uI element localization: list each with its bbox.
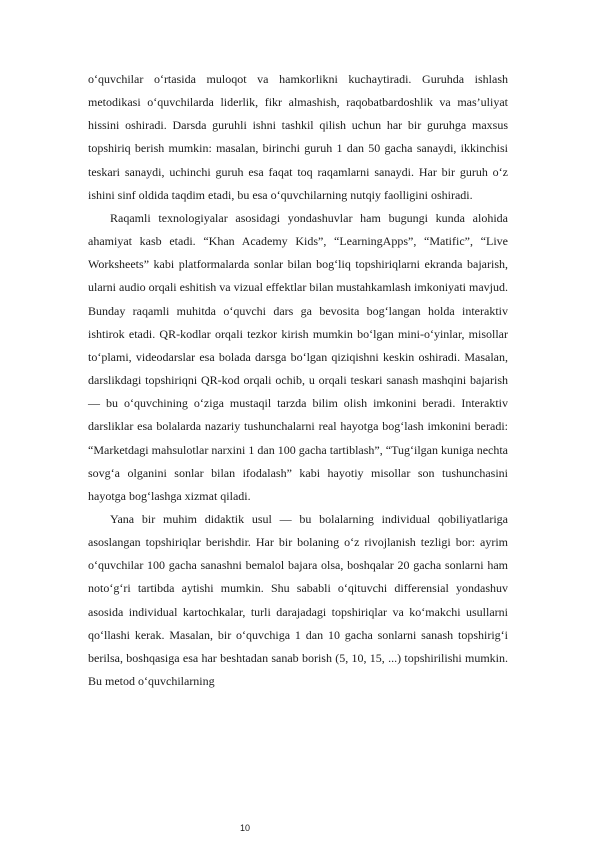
paragraph-individual-tasks: Yana bir muhim didaktik usul — bu bolalarning individual qobiliyatlariga asoslangan topshiriqlar berishdir. Har bir bolaning o‘z rivojlanish tezligi bor: ayrim o‘quvchilar 100 gacha sanashni bemalol bajara olsa, boshqalar 20 gacha sonlarni ham noto‘g‘ri tartibda aytishi mumkin. Shu sababli o‘qituvchi differensial yondashuv asosida individual kartochkalar, turli darajadagi topshiriqlar va ko‘makchi usullarni qo‘llashi kerak. Masalan, bir o‘quvchiga 1 dan 10 gacha sonlarni sanash topshirig‘i berilsa, boshqasiga esa har beshtadan sanab borish (5, 10, 15, ...) topshirilishi mumkin. Bu metod o‘quvchilarning	[88, 511, 508, 689]
page-number: 10	[239, 823, 250, 833]
paragraph-continuation: o‘quvchilar o‘rtasida muloqot va hamkorlikni kuchaytiradi. Guruhda ishlash metodikasi o‘quvchilarda liderlik, fikr almashish, raqobatbardoshlik va mas’uliyat hissini oshiradi. Darsda guruhli ishni tashkil qilish uchun har bir guruhga maxsus topshiriq berish mumkin: masalan, birinchi guruh 1 dan 50 gacha sanaydi, ikkinchisi teskari sanaydi, uchinchi guruh esa faqat toq raqamlarni sanaydi. Har bir guruh o‘z ishini sinf oldida taqdim etadi, bu esa o‘quvchilarning nutqiy faolligini oshiradi.	[88, 72, 508, 202]
paragraph-digital-technologies: Raqamli texnologiyalar asosidagi yondashuvlar ham bugungi kunda alohida ahamiyat kasb etadi. “Khan Academy Kids”, “LearningApps”, “Matific”, “Live Worksheets” kabi platformalarda sonlar bilan bog‘liq topshiriqlarni ekranda bajarish, ularni audio orqali eshitish va vizual effektlar bilan mustahkamlash imkoniyati mavjud. Bunday raqamli muhitda o‘quvchi dars ga bevosita bog‘langan holda interaktiv ishtirok etadi. QR-kodlar orqali tezkor kirish mumkin bo‘lgan mini-o‘yinlar, misollar to‘plami, videodarslar esa bolada darsga bo‘lgan qiziqishni keskin oshiradi. Masalan, darslikdagi topshiriqni QR-kod orqali ochib, u orqali teskari sanash mashqini bajarish — bu o‘quvchining o‘ziga mustaqil tarzda bilim olish imkonini beradi. Interaktiv darsliklar esa bolalarda nazariy tushunchalarni real hayotga bog‘lash imkonini beradi: “Marketdagi mahsulotlar narxini 1 dan 100 gacha tartiblash”, “Tug‘ilgan kuniga nechta sovg‘a olganini sonlar bilan ifodalash” kabi hayotiy misollar son tushunchasini hayotga bog‘lashga xizmat qiladi.	[88, 210, 509, 503]
body-text	[88, 68, 508, 693]
